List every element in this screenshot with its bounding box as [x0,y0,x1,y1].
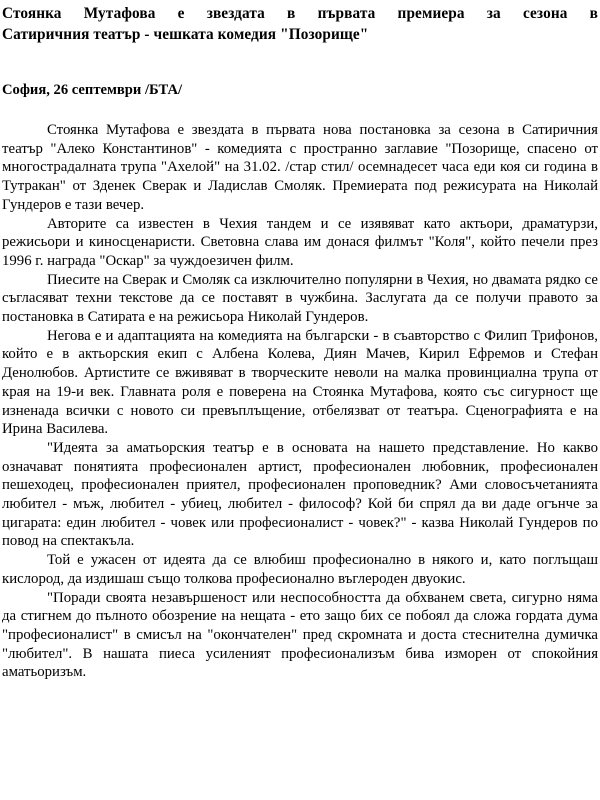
article-paragraph: Стоянка Мутафова е звездата в първата нова постановка за сезона в Сатиричния театър "Алеко Константинов" - комедията с пространно заглавие "Позорище, спасено от многострадалната трупа "Ахелой" на 31.02. /стар стил/ осемнадесет часа еди коя си година в Тутракан" от Зденек Сверак и Ладислав Смоляк. Премиерата под режисурата на Николай Гундеров е тази вечер. [2,122,598,213]
page-title [2,3,598,45]
article-paragraph: Негова е и адаптацията на комедията на български - в съавторство с Филип Трифонов, който е в актьорския екип с Албена Колева, Диян Мачев, Кирил Ефремов и Стефан Денолюбов. Артистите се вживяват в творческите неволи на малка провинциална трупа от края на 19-и век. Главната роля е поверена на Стоянка Мутафова, която със сигурност ще изненада всички с новото си превъплъщение, отбелязват от театъра. Сценографията е на Ирина Василева. [2,327,598,438]
headline-line-1: Стоянка Мутафова е звездата в първата премиера за сезона в [2,5,598,22]
dateline: София, 26 септември /БТА/ [2,82,183,98]
headline-line-2: Сатиричния театър - чешката комедия "Позорище" [2,26,369,43]
article-paragraph: Авторите са известен в Чехия тандем и се изявяват като актьори, драматурзи, режисьори и киносценаристи. Световна слава им донася филмът "Коля", който печели през 1996 г. награда "Оскар" за чуждоезичен филм. [2,215,598,269]
article-paragraph: Пиесите на Сверак и Смоляк са изключително популярни в Чехия, но двамата рядко се съгласяват техни текстове да се поставят в чужбина. Заслугата да се получи правото за постановка в Сатирата е на режисьора Николай Гундеров. [2,271,598,326]
article-body [2,99,598,682]
article-paragraph: Той е ужасен от идеята да се влюбиш професионално в някого и, като поглъщаш кислород, да издишаш също толкова професионално въглероден двуокис. [2,552,598,587]
article-paragraph: "Поради своята незавършеност или неспособността да обхванем света, сигурно няма да стигнем до пълното обозрение на нещата - ето защо бих се побоял да сложа гордата дума "професионалист" в смисъл на "окончателен" пред скромната и доста стеснителна думичка "любител". В нашата пиеса усиленият професионализъм бива изморен от спокойния аматьоризъм. [2,589,598,681]
article-paragraph: "Идеята за аматьорския театър е в основата на нашето представление. Но какво означават понятията професионален артист, професионален любовник, професионален пешеходец, професионален приятел, професионален проповедник? Ами словосъчетанията любител - мъж, любител - убиец, любител - философ? Кой би спрял да ви даде огънче за цигарата: един любител - човек или професионалист - човек?" - казва Николай Гундеров по повод на спектакъла. [2,439,598,550]
